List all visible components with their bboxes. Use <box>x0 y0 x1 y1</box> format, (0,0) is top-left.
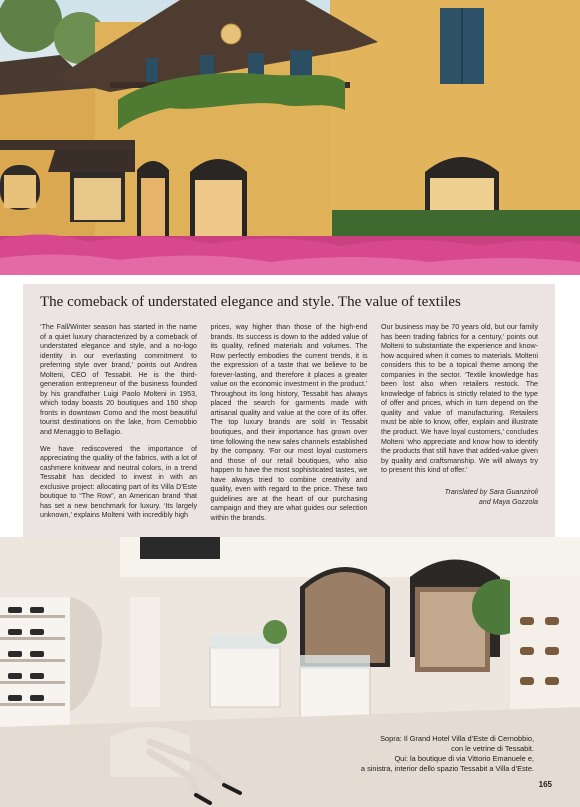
translation-credit <box>381 487 538 507</box>
caption-line-2: con le vetrine di Tessabit. <box>451 744 534 753</box>
credit-line-2: and Maya Gozzola <box>478 497 538 506</box>
villa-facade-photo <box>0 0 580 275</box>
article-title: The comeback of understated elegance and style. The value of textiles <box>40 294 461 310</box>
column-1-paragraph-2: We have rediscovered the importance of appreciating the quality of the fabrics, with a lot of cashmere knitwear and neutral colors, in a trend Tessabit has decided to invest in with an exclusive project: allocating part of its Villa D’Este boutique to “The Row”, an American brand ‘that has set a new benchmark for luxury. ‘Its largely unknown,’ explains Molteni ‘with incredibly high <box>40 444 197 520</box>
column-3-paragraph-1: Our business may be 70 years old, but our family has been trading fabrics for a century,’ points out Molteni to substantiate the experience and know-how acquired when it comes to materials. Molteni considers this to be a topical theme among the companies in the sector. ‘Textile knowledge has been lost also when retailers restock. The knowledge of fabrics is strictly related to the type of offer and prices, which in turn depend on the quality and value of manufacturing. Retailers must be able to know, offer, explain and illustrate the product. We have loyal customers,’ concludes Molteni ‘who appreciate and know how to identify the products that still have that added-value given by quality and craftsmanship. We will always try to present this kind of offer.’ <box>381 323 538 475</box>
caption-line-3: Qui: la boutique di via Vittorio Emanuele e, <box>394 754 534 763</box>
article-panel <box>23 284 555 540</box>
article-columns <box>40 323 538 523</box>
caption-line-4: a sinistra, interior dello spazio Tessabit a Villa d’Este. <box>360 764 534 773</box>
column-1-paragraph-1: ‘The Fall/Winter season has started in the name of a quiet luxury characterized by a comeback of understated elegance and style, and a no-logo identity in our everlasting commitment to preferring style over brand,’ points out Andrea Molteni, CEO of Tessabit. He is the third-generation entrepreneur of the business founded by his grandfather Luigi Paolo Molteni in 1953, which today boasts 20 boutiques and 150 shop fronts in downtown Como and the most beautiful tourist destinations on the lake, from Cernobbio and Menaggio to Bellagio. <box>40 323 197 437</box>
article-column-1 <box>40 323 197 523</box>
photo-caption <box>361 734 534 774</box>
caption-line-1: Sopra: Il Grand Hotel Villa d’Este di Cernobbio, <box>380 734 534 743</box>
column-2-paragraph-1: prices, way higher than those of the high-end brands. Its success is down to the added value of its quality, refined materials and volumes. The Row perfectly embodies the current trends, it is the expression of a taste that we believe to be forever-lasting, and therefore it places a greater value on the economic investment in the product.’ Throughout its long history, Tessabit has always placed the search for garments made with artisanal quality and value at the core of its offer. The top luxury brands are sold in Tessabit boutiques, and their importance has grown over time following the new sales channels established by the company. ‘For our most loyal customers and those of our retail boutiques, who also happen to have the most sophisticated tastes, we have always tried to combine creativity and quality, even with regard to the price. These two guidelines are at the heart of our purchasing campaign and they are what guides our selection within the brands. <box>210 323 368 522</box>
page-number: 165 <box>538 780 552 789</box>
article-column-2 <box>211 323 368 523</box>
credit-line-1: Translated by Sara Guanziroli <box>444 487 538 496</box>
article-column-3 <box>381 323 538 523</box>
